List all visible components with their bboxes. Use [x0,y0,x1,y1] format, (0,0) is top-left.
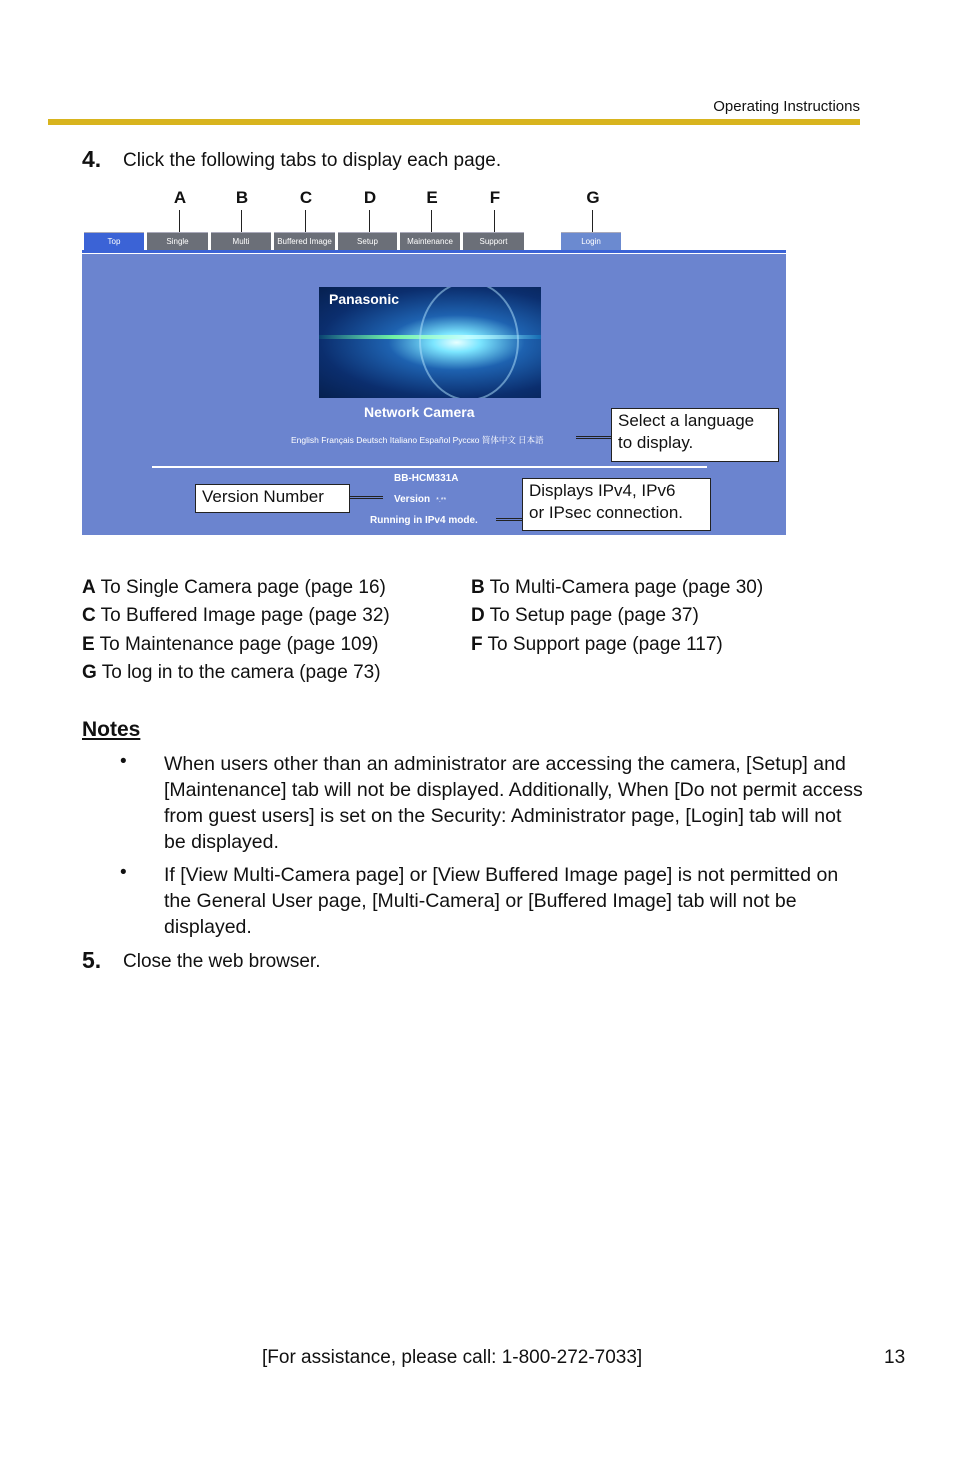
tab-maintenance[interactable]: Maintenance [400,232,460,250]
language-links[interactable]: English Français Deutsch Italiano Español Русско 简体中文 日本語 [291,435,544,445]
header-label: Operating Instructions [713,98,860,115]
step-number: 4. [82,146,102,172]
legend-item-b: B To Multi-Camera page (page 30) [471,577,764,598]
tab-letter-a: A [173,188,187,207]
step-number: 5. [82,947,102,973]
tab-login[interactable]: Login [561,232,621,250]
divider [152,466,707,468]
notes-title: Notes [82,718,141,741]
tab-underline [82,250,786,253]
callout-language: Select a language to display. [611,408,779,462]
legend-item-a: A To Single Camera page (page 16) [82,577,386,598]
tab-letter-c: C [299,188,313,207]
connector-language [576,436,612,439]
running-mode: Running in IPv4 mode. [370,515,478,526]
connector-ip [496,518,523,521]
bullet-icon: • [120,751,127,772]
tab-letter-d: D [363,188,377,207]
step-text: Click the following tabs to display each page. [123,150,502,171]
tick-b [241,210,242,233]
header-rule [48,119,860,125]
tick-c [305,210,306,233]
page-number: 13 [884,1347,906,1368]
product-title: Network Camera [364,404,475,420]
callout-ip-mode: Displays IPv4, IPv6 or IPsec connection. [522,478,711,531]
footer-assistance: [For assistance, please call: 1-800-272-7033] [262,1347,643,1368]
tick-a [179,210,180,233]
note-item: If [View Multi-Camera page] or [View Buffered Image page] is not permitted on the General User page, [Multi-Camera] or [Buffered Image] tab will not be displayed. [164,864,839,938]
legend-item-e: E To Maintenance page (page 109) [82,634,379,655]
tab-top[interactable]: Top [84,232,144,250]
tab-bar [82,232,786,254]
version-label: Version [394,494,431,505]
tick-d [369,210,370,233]
callout-version: Version Number [195,484,350,513]
tab-letter-f: F [489,188,501,207]
connector-version [349,496,383,499]
legend-item-d: D To Setup page (page 37) [471,605,699,626]
tab-letter-b: B [235,188,249,207]
legend-item-c: C To Buffered Image page (page 32) [82,605,390,626]
tab-setup[interactable]: Setup [338,232,397,250]
tick-e [431,210,432,233]
tab-single[interactable]: Single [147,232,208,250]
model-number: BB-HCM331A [394,473,459,484]
tab-letter-g: G [586,188,600,207]
note-item: When users other than an administrator are accessing the camera, [Setup] and [Maintenance] tab will not be displayed. Additionally, When [Do not permit access from guest users] is set on the Security: Administrator page, [Login] tab will not be displayed. [164,753,863,853]
legend-item-g: G To log in to the camera (page 73) [82,662,381,683]
product-banner-image [319,287,541,398]
version-row [394,494,446,505]
tab-buffered-image[interactable]: Buffered Image [274,232,335,250]
tab-support[interactable]: Support [463,232,524,250]
brand-logo: Panasonic [329,291,400,307]
tab-letter-e: E [426,188,438,207]
legend-item-f: F To Support page (page 117) [471,634,723,655]
bullet-icon: • [120,862,127,883]
step-text: Close the web browser. [123,951,321,972]
tab-multi[interactable]: Multi [211,232,271,250]
version-value: *.** [436,497,447,504]
tick-f [494,210,495,233]
tick-g [592,210,593,233]
